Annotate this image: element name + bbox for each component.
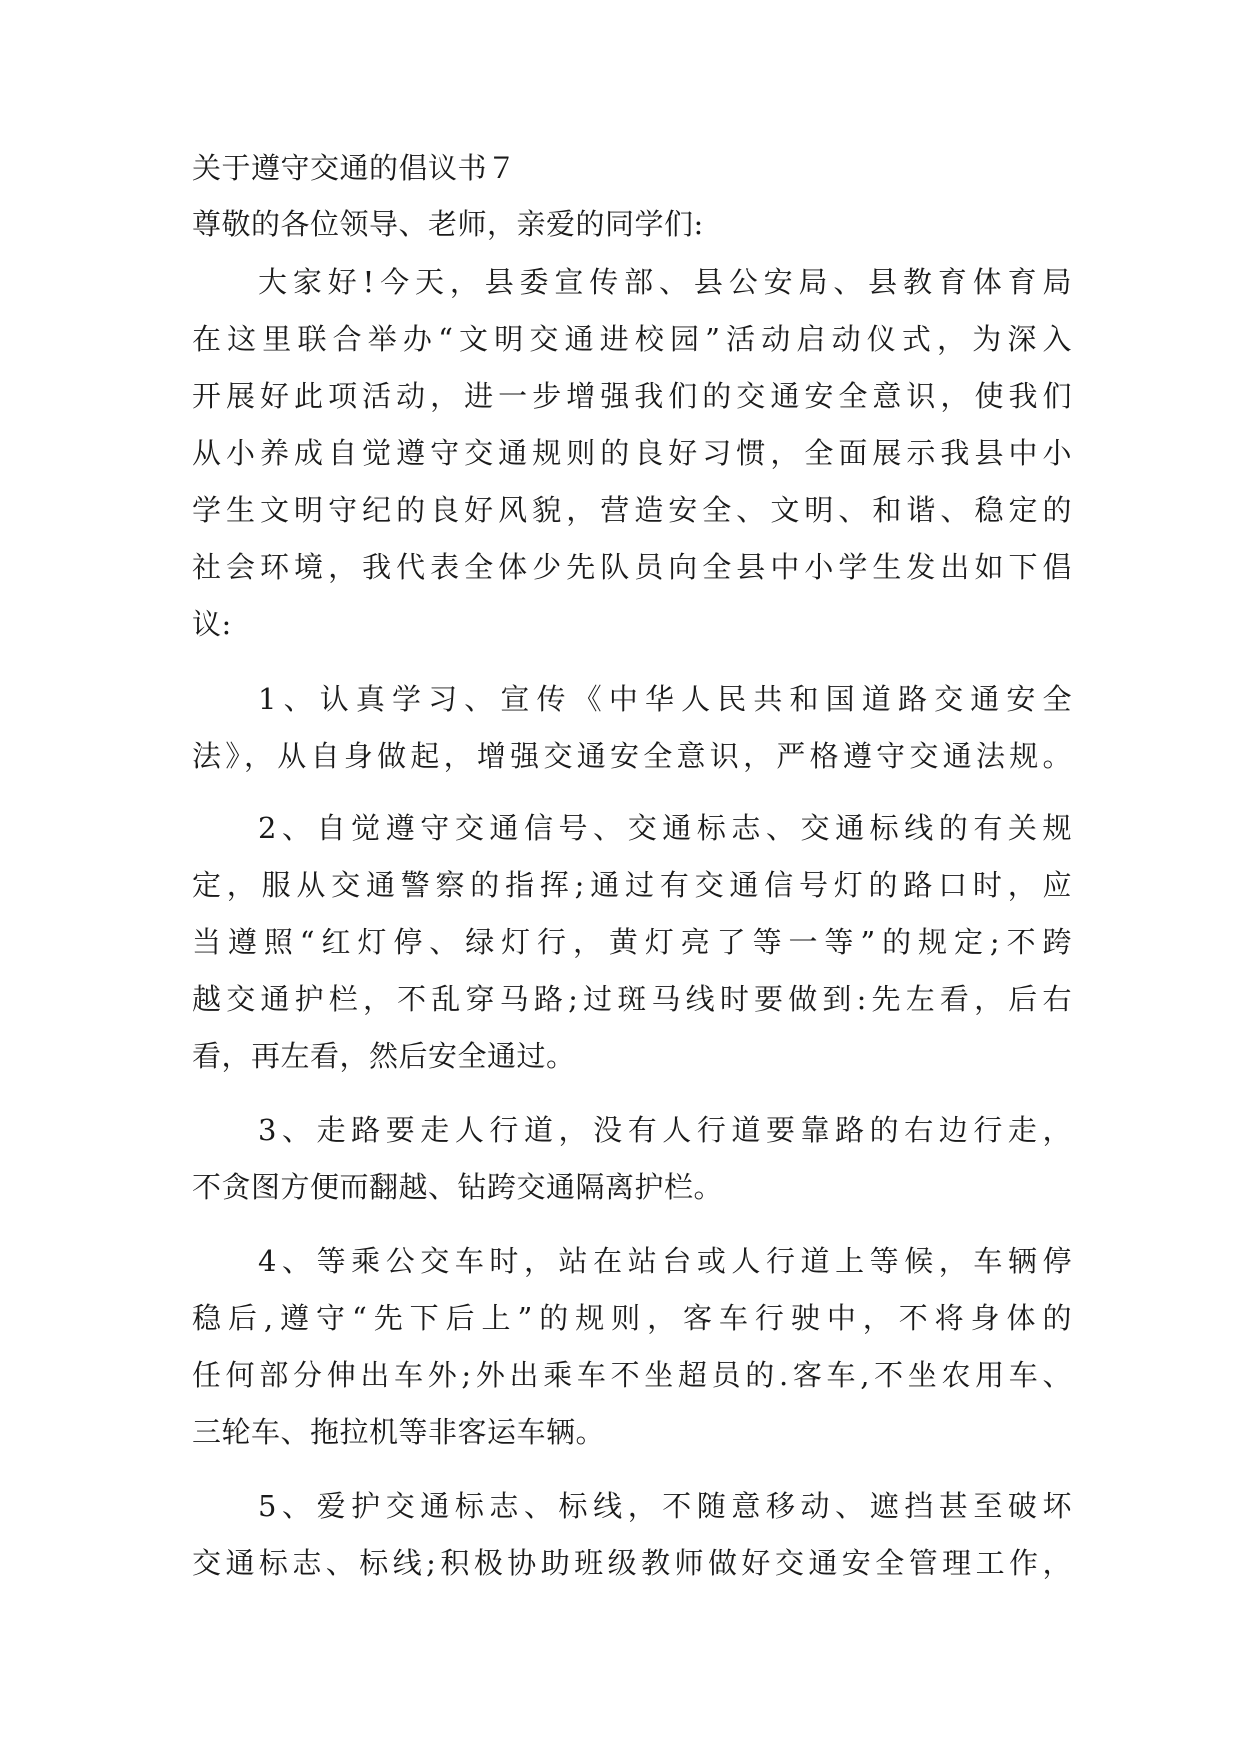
paragraph-line: 三轮车、拖拉机等非客运车辆。 <box>192 1415 606 1449</box>
salutation: 尊敬的各位领导、老师，亲爱的同学们: <box>192 207 704 241</box>
paragraph-line: 越交通护栏，不乱穿马路;过斑马线时要做到:先左看，后右 <box>192 982 1072 1016</box>
document-title: 关于遵守交通的倡议书７ <box>192 151 517 185</box>
paragraph-line: 3、走路要走人行道，没有人行道要靠路的右边行走， <box>258 1113 1072 1147</box>
paragraph-line: 任何部分伸出车外;外出乘车不坐超员的.客车,不坐农用车、 <box>192 1358 1072 1392</box>
paragraph-line: 交通标志、标线;积极协助班级教师做好交通安全管理工作， <box>192 1546 1072 1580</box>
paragraph-line: 学生文明守纪的良好风貌，营造安全、文明、和谐、稳定的 <box>192 493 1072 527</box>
paragraph-line: 在这里联合举办“文明交通进校园”活动启动仪式，为深入 <box>192 322 1072 356</box>
paragraph-line: 开展好此项活动，进一步增强我们的交通安全意识，使我们 <box>192 379 1072 413</box>
paragraph-line: 4、等乘公交车时，站在站台或人行道上等候，车辆停 <box>258 1244 1072 1278</box>
paragraph-line: 从小养成自觉遵守交通规则的良好习惯，全面展示我县中小 <box>192 436 1072 470</box>
paragraph-line: 社会环境，我代表全体少先队员向全县中小学生发出如下倡 <box>192 550 1072 584</box>
paragraph-line: 当遵照“红灯停、绿灯行，黄灯亮了等一等”的规定;不跨 <box>192 925 1072 959</box>
paragraph-line: 不贪图方便而翻越、钻跨交通隔离护栏。 <box>192 1170 724 1204</box>
paragraph-line: 稳后,遵守“先下后上”的规则，客车行驶中，不将身体的 <box>192 1301 1072 1335</box>
paragraph-line: 5、爱护交通标志、标线，不随意移动、遮挡甚至破坏 <box>258 1489 1072 1523</box>
paragraph-line: 看，再左看，然后安全通过。 <box>192 1039 576 1073</box>
paragraph-line: 定，服从交通警察的指挥;通过有交通信号灯的路口时，应 <box>192 868 1072 902</box>
paragraph-line: 议: <box>192 607 232 641</box>
paragraph-line: 法》，从自身做起，增强交通安全意识，严格遵守交通法规。 <box>192 739 1072 773</box>
paragraph-line: 1、认真学习、宣传《中华人民共和国道路交通安全 <box>258 682 1072 716</box>
paragraph-line: 大家好!今天，县委宣传部、县公安局、县教育体育局 <box>258 265 1072 299</box>
paragraph-line: 2、自觉遵守交通信号、交通标志、交通标线的有关规 <box>258 811 1072 845</box>
